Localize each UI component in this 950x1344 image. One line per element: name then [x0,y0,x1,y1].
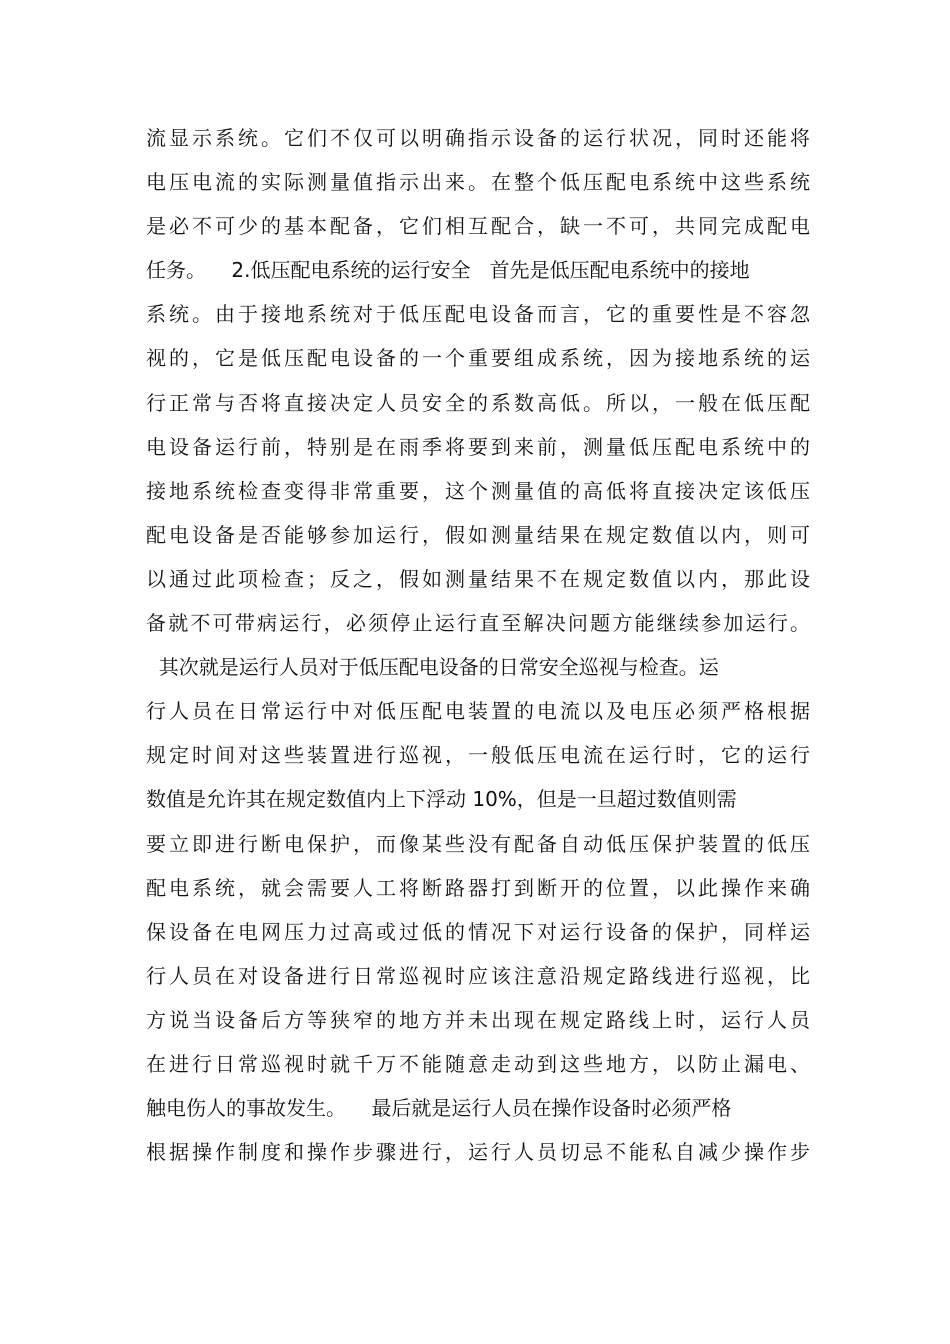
text-line: 电设备运行前，特别是在雨季将要到来前，测量低压配电系统中的 [146,434,810,459]
text-line: 配电系统，就会需要人工将断路器打到断开的位置，以此操作来确 [146,875,810,900]
text-line: 备就不可带病运行，必须停止运行直至解决问题方能继续参加运行。 [146,611,810,636]
text-line: 行人员在对设备进行日常巡视时应该注意沿规定路线进行巡视，比 [146,963,810,988]
text-line: 行正常与否将直接决定人员安全的系数高低。所以，一般在低压配 [146,390,810,415]
text-line: 以通过此项检查；反之，假如测量结果不在规定数值以内，那此设 [146,566,810,591]
text-line: 电压电流的实际测量值指示出来。在整个低压配电系统中这些系统 [146,170,810,195]
text-line: 流显示系统。它们不仅可以明确指示设备的运行状况，同时还能将 [146,126,810,150]
text-line: 其次就是运行人员对于低压配电设备的日常安全巡视与检查。运 [146,655,719,680]
text-line: 行人员在日常运行中对低压配电装置的电流以及电压必须严格根据 [146,699,810,724]
text-line: 根据操作制度和操作步骤进行，运行人员切忌不能私自减少操作步 [146,1140,810,1165]
text-line: 任务。 2.低压配电系统的运行安全 首先是低压配电系统中的接地 [146,258,750,283]
text-line: 要立即进行断电保护，而像某些没有配备自动低压保护装置的低压 [146,831,810,856]
body-text [146,116,810,1174]
text-line: 在进行日常巡视时就千万不能随意走动到这些地方，以防止漏电、 [146,1051,810,1076]
text-line: 是必不可少的基本配备，它们相互配合，缺一不可，共同完成配电 [146,214,810,239]
text-line: 系统。由于接地系统对于低压配电设备而言，它的重要性是不容忽 [146,302,810,327]
text-line: 触电伤人的事故发生。 最后就是运行人员在操作设备时必须严格 [146,1096,732,1121]
text-line: 接地系统检查变得非常重要，这个测量值的高低将直接决定该低压 [146,478,810,503]
text-line: 数值是允许其在规定数值内上下浮动 10%，但是一旦超过数值则需 [146,787,737,812]
text-line: 方说当设备后方等狭窄的地方并未出现在规定路线上时，运行人员 [146,1007,810,1032]
text-line: 规定时间对这些装置进行巡视，一般低压电流在运行时，它的运行 [146,743,810,768]
text-line: 配电设备是否能够参加运行，假如测量结果在规定数值以内，则可 [146,522,810,547]
text-line: 保设备在电网压力过高或过低的情况下对运行设备的保护，同样运 [146,919,810,944]
text-line: 视的，它是低压配电设备的一个重要组成系统，因为接地系统的运 [146,346,810,371]
